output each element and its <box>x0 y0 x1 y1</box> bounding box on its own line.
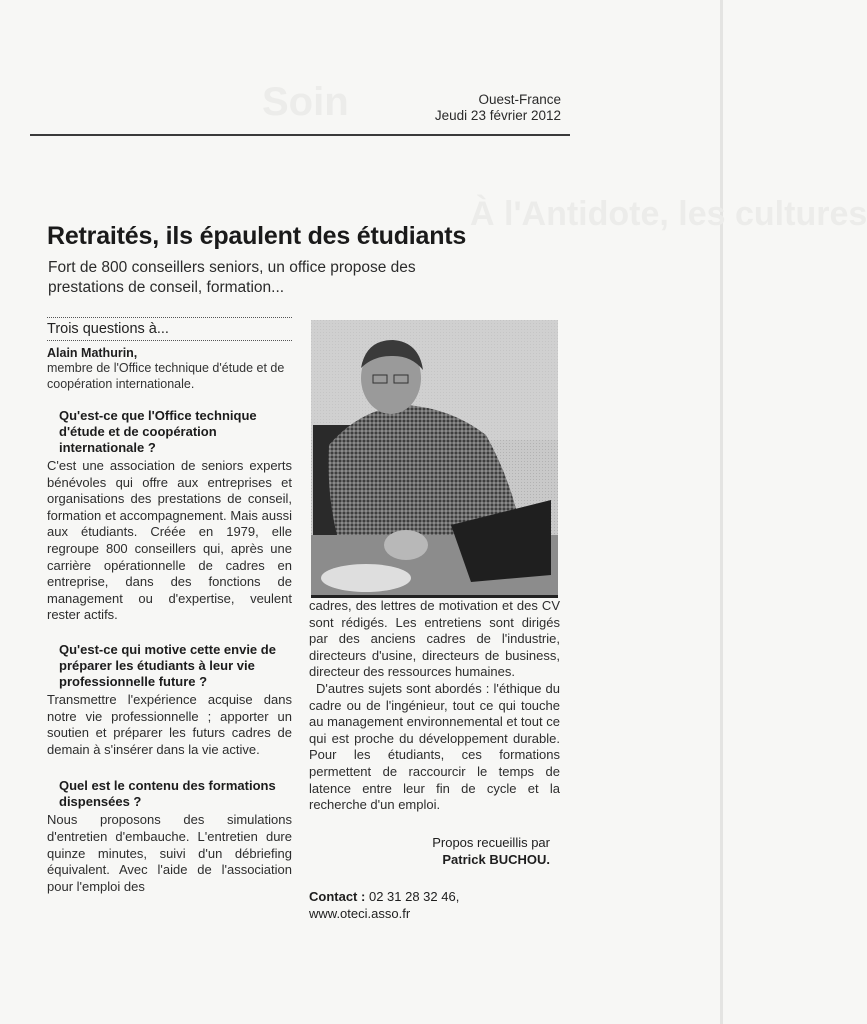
byline <box>309 834 560 868</box>
interviewee-name: Alain Mathurin, <box>47 346 138 360</box>
answer-2: Transmettre l'expérience acquise dans notre vie professionnelle ; apporter un soutien et préparer les futurs cadres de demain à s'insérer dans la vie active. <box>47 691 292 757</box>
answer-3: Nous proposons des simulations d'entretien d'embauche. L'entretien dure quinze minutes, suivi d'un débriefing équivalent. Avec l'aide de l'association pour l'emploi des <box>47 812 292 894</box>
interviewee-photo <box>311 320 558 598</box>
article-standfirst: Fort de 800 conseillers seniors, un office propose des prestations de conseil, formation... <box>48 259 416 296</box>
bleed-through-text: À l'Antidote, les cultures <box>470 195 867 233</box>
dotted-rule <box>47 340 292 341</box>
scan-edge <box>720 0 723 1024</box>
article-headline: Retraités, ils épaulent des étudiants <box>47 222 467 250</box>
photo-illustration <box>311 320 558 595</box>
continuation-paragraph-1: cadres, des lettres de motivation et des CV sont rédigés. Les entretiens sont dirigés par des anciens cadres de l'industrie, directeurs d'usine, directeurs de business, directeur des ressources humaines. <box>309 598 560 680</box>
left-column <box>47 317 292 895</box>
answer-1: C'est une association de seniors experts bénévoles qui offre aux entreprises et organisations des prestations de conseil, formation et accompagnement. Mais aussi aux étudiants. Créée en 1979, elle regroupe 800 conseillers qui, après une carrière opérationnelle de cadres en entreprise, dans des fonctions de management ou d'expertise, veulent rester actifs. <box>47 458 292 623</box>
interview-box-title: Trois questions à... <box>47 321 169 337</box>
question-3: Quel est le contenu des formations dispensées ? <box>59 778 276 810</box>
plate <box>321 564 411 592</box>
question-2: Qu'est-ce qui motive cette envie de préparer les étudiants à leur vie professionnelle future ? <box>59 641 276 689</box>
interviewee-role: membre de l'Office technique d'étude et de coopération internationale. <box>47 361 285 391</box>
byline-author: Patrick BUCHOU. <box>442 851 550 867</box>
hand <box>384 530 428 560</box>
publication-date: Jeudi 23 février 2012 <box>434 108 561 123</box>
header-rule <box>30 134 570 136</box>
masthead <box>435 92 561 124</box>
bleed-through-text: Soin <box>262 80 349 124</box>
contact-label: Contact : <box>309 888 366 904</box>
publication-name: Ouest-France <box>478 92 561 107</box>
right-column <box>309 598 560 922</box>
contact-info <box>309 888 560 922</box>
contact-value: 02 31 28 32 46, www.oteci.asso.fr <box>309 888 460 921</box>
byline-label: Propos recueillis par <box>432 834 550 850</box>
question-1: Qu'est-ce que l'Office technique d'étude et de coopération internationale ? <box>59 408 257 455</box>
continuation-paragraph-2: D'autres sujets sont abordés : l'éthique du cadre ou de l'ingénieur, tout ce qui touche au management environnemental et tout ce qui est proche du développement durable. Pour les étudiants, ces formations permettent de raccourcir le temps de latence entre leur fin de cycle et la recherche d'un emploi. <box>309 680 560 813</box>
